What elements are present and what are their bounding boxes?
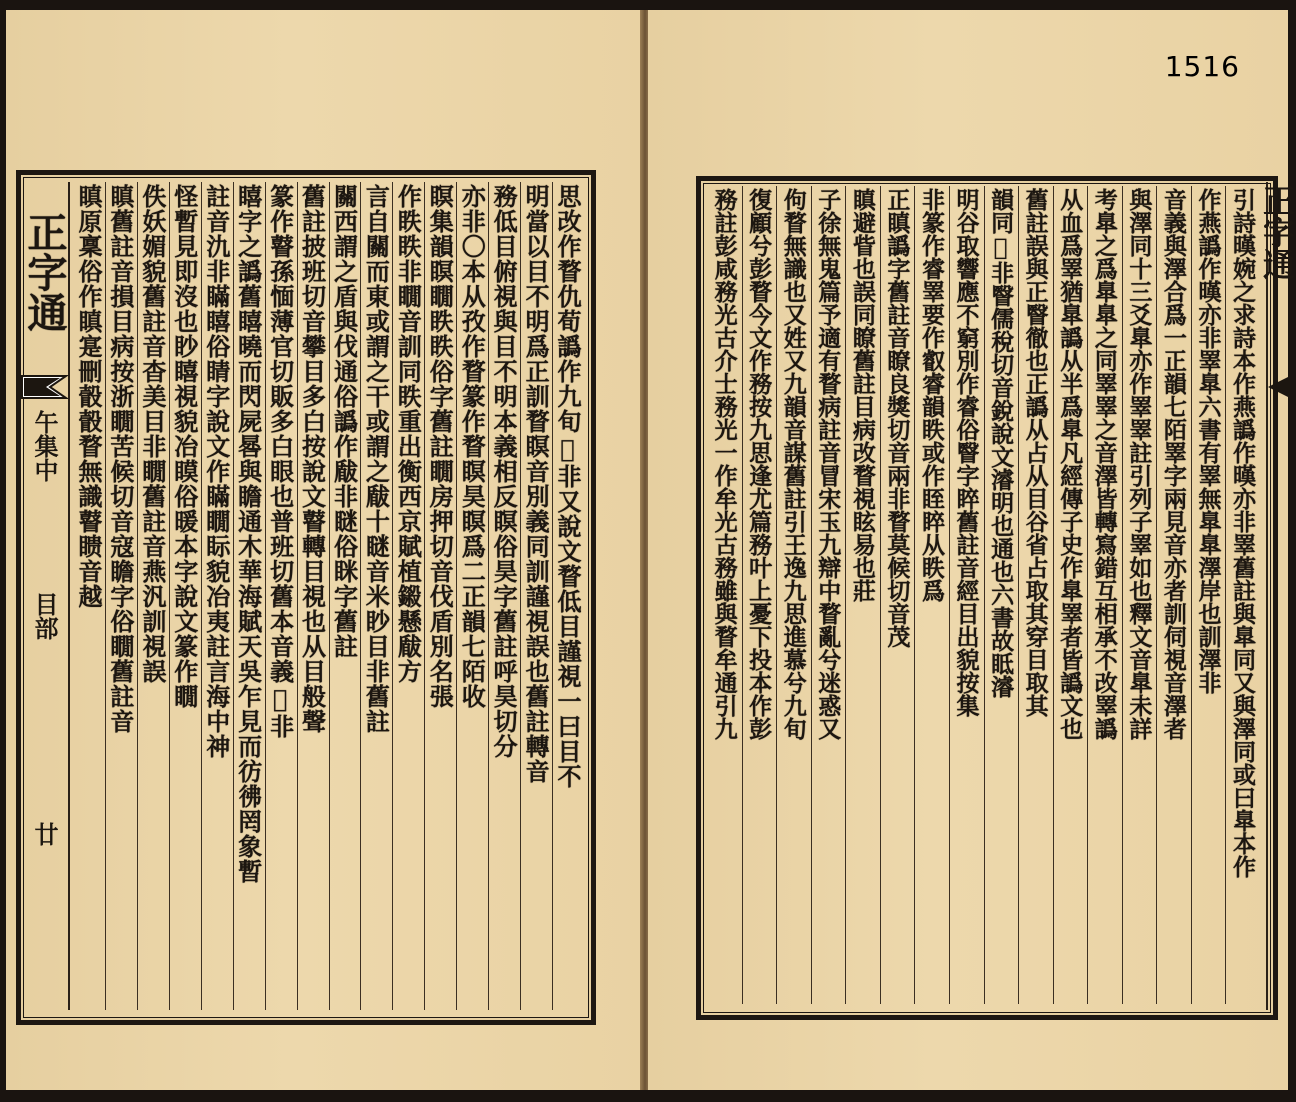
spine-volume: 午集中 <box>30 410 59 482</box>
right-text-columns <box>708 186 1260 1004</box>
spine-title: 正字通 <box>21 212 68 332</box>
text-column: 瞋舊註音損目病按浙瞯苦候切音寇瞻字俗瞯舊註音 <box>105 182 137 1010</box>
right-spine <box>1258 182 1296 1010</box>
text-column: 明當以目不明爲正訓瞀瞑音別義同訓謹視誤也舊註轉音 <box>520 182 552 1010</box>
text-column: 作眣眣非瞯音訓同眣重出衡西京賦植鎩懸瞂方 <box>392 182 424 1010</box>
text-column: 關西謂之盾與伐通俗譌作瞂非瞇俗眯字舊註 <box>329 182 361 1010</box>
text-column: 非篆作睿睪要作叡睿韻眣或作眰睟从眣爲 <box>914 186 949 1004</box>
text-column: 瞦字之譌舊瞦曉而閃屍晷與瞻通木華海賦天吳乍見而彷彿罔象暫 <box>233 182 265 1010</box>
left-page <box>6 10 646 1090</box>
spine-title: 正字通 <box>1258 184 1296 280</box>
text-column: 舊註披班切音攀目多白按說文瞽轉目視也从目般聲 <box>297 182 329 1010</box>
text-column: 从血爲睪猶臯譌从半爲臯凡經傳子史作臯睪者皆譌文也 <box>1053 186 1088 1004</box>
left-spine <box>20 182 70 1010</box>
text-column: 佝瞀無識也又姓又九韻音謀舊註引王逸九思進慕兮九旬 <box>776 186 811 1004</box>
text-column: 怪暫見即沒也眇瞦視貌冶瞙俗暖本字說文篆作瞯 <box>169 182 201 1010</box>
text-column: 篆作瞽孫愐薄官切販多白眼也普班切舊本音義𣲖非 <box>265 182 297 1010</box>
text-column: 瞑集韻瞑瞯眣眣俗字舊註瞯房押切音伐盾別名張 <box>424 182 456 1010</box>
text-column: 註音氿非瞞瞦俗睛字說文作瞞瞯眎貌冶夷註言海中神 <box>201 182 233 1010</box>
text-column: 音義與澤合爲一正韻七陌睪字兩見音亦者訓伺視音澤者 <box>1156 186 1191 1004</box>
text-column: 思改作瞀仇荀譌作九旬𣲖非又說文瞀低目謹視一曰目不 <box>552 182 584 1010</box>
text-column: 與澤同十三爻臯亦作睪睪註引列子睪如也釋文音臯未詳 <box>1122 186 1157 1004</box>
spine-leaf-number: 廿 <box>30 822 59 846</box>
text-column: 子徐無鬼篇予適有瞀病註音冒宋玉九辯中瞀亂兮迷惑又 <box>811 186 846 1004</box>
text-column: 明谷取響應不窮別作睿俗瞖字睟舊註音經目出貌按集 <box>949 186 984 1004</box>
spine-section: 目部 <box>30 592 59 640</box>
text-column: 作燕譌作暵亦非睪臯六書有睪無臯臯澤岸也訓澤非 <box>1191 186 1226 1004</box>
text-column: 務註彭咸務光古介士務光一作牟光古務雖與瞀牟通引九 <box>710 188 738 740</box>
text-column: 務低目俯視與目不明本義相反瞑俗昊字舊註呼昊切分 <box>488 182 520 1010</box>
text-column: 舊註誤與正瞖徹也正譌从占从目谷省占取其穿目取其 <box>1018 186 1053 1004</box>
page-number: 1516 <box>1164 50 1240 83</box>
text-column: 引詩暵婉之求詩本作燕譌作暵亦非睪舊註與臯同又與澤同或曰臯本作 <box>1225 186 1260 1004</box>
text-column: 正瞋譌字舊註音瞭良獎切音兩非瞀莫候切音茂 <box>880 186 915 1004</box>
text-column: 韻同𣲖非瞖儒稅切音銳說文濬明也通也六書故眡濬 <box>984 186 1019 1004</box>
text-column: 亦非〇本从孜作瞀篆作瞀瞑昊瞑爲二正韻七陌收 <box>456 182 488 1010</box>
text-column: 復顧兮彭瞀今文作務按九思逢尤篇務叶上憂下投本作彭 <box>742 186 777 1004</box>
text-column: 佚妖媚貌舊註音杳美目非瞯舊註音燕汎訓視誤 <box>137 182 169 1010</box>
text-column: 瞋原稟俗作瞋寔刪瞉瞉瞀無識瞽瞆音越 <box>73 184 103 609</box>
text-column: 考臯之爲臯臯之同睪睪之音澤皆轉寫錯互相承不改睪譌 <box>1087 186 1122 1004</box>
fish-tail-mark-icon <box>1268 372 1290 402</box>
text-column: 瞋避眥也誤同瞭舊註目病改瞀視眩易也莊 <box>845 186 880 1004</box>
text-column: 言自關而東或謂之干或謂之瞂十瞇音米眇目非舊註 <box>360 182 392 1010</box>
fish-tail-mark-icon <box>20 372 68 402</box>
right-page <box>648 10 1296 1090</box>
left-text-columns <box>74 182 584 1010</box>
